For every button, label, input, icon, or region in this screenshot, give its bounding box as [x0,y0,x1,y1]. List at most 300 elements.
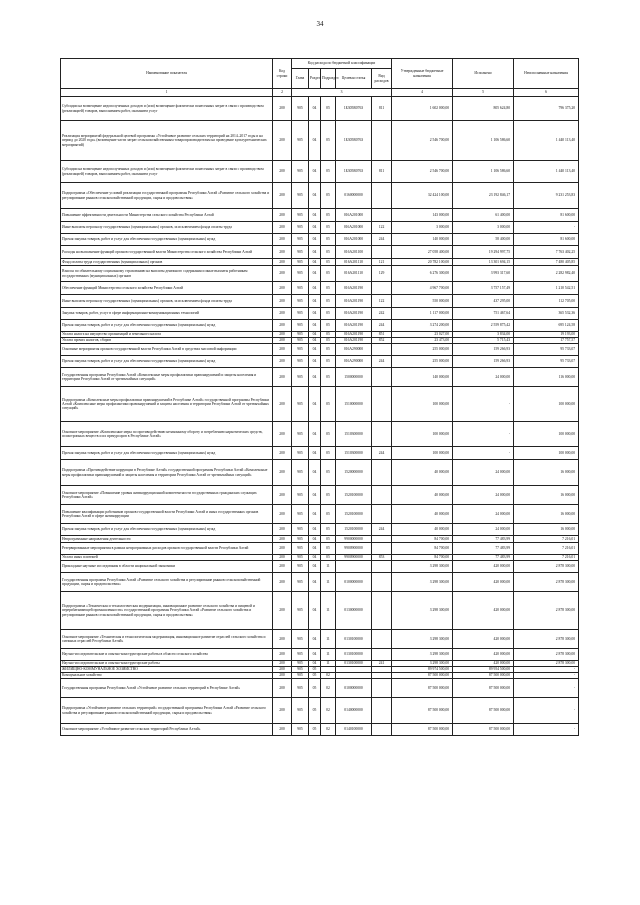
expense-type-cell: 852 [372,338,392,344]
section-cell: 04 [309,344,321,356]
chapter-cell: 905 [292,543,309,555]
subsection-cell: 02 [321,698,336,724]
header-target-item: Целевая статья [336,69,372,89]
subsection-cell: 05 [321,543,336,555]
target-item-cell: 1Б305R0763 [336,97,372,121]
unexecuted-cell: 81 600,00 [514,209,579,222]
approved-cell: 23 473,00 [392,338,453,344]
section-cell: 04 [309,486,321,505]
section-cell: 04 [309,573,321,592]
row-name-cell: Прочая закупка товаров, работ и услуг для обеспечения государственных (муниципальных) нужд [61,356,273,368]
row-name-cell: Прикладные научные исследования в области национальной экономики [61,561,273,573]
subsection-cell: 05 [321,344,336,356]
expense-type-cell: 129 [372,266,392,282]
line-code-cell: 200 [273,121,292,161]
chapter-cell: 905 [292,661,309,667]
table-row [61,259,579,266]
row-name-cell: Обеспечение функций Министерства сельского хозяйства Республики Алтай [61,282,273,295]
unexecuted-cell: - [514,724,579,736]
row-name-cell: Взносы по обязательному социальному страхованию на выплаты денежного содержания и иные выплаты работникам государственных (муниципальных) органов [61,266,273,282]
expense-type-cell [372,486,392,505]
row-name-cell: Подпрограмма «Обеспечение условий реализации государственной программы Республики Алтай «Развитие сельского хозяйства и регулирование рынков сельскохозяйственной продукции, сырья и продовольствия» [61,183,273,209]
expense-type-cell: 244 [372,447,392,460]
expense-type-cell: 851 [372,332,392,338]
table-row [61,679,579,698]
executed-cell: 77 483,99 [453,543,514,555]
target-item-cell: 016А290000 [336,356,372,368]
expense-type-cell [372,561,392,573]
chapter-cell: 905 [292,209,309,222]
subsection-cell: 02 [321,673,336,679]
unexecuted-cell: 7 216,01 [514,536,579,543]
chapter-cell: 905 [292,592,309,630]
expense-type-cell [372,344,392,356]
approved-cell: 87 500 000,00 [392,679,453,698]
line-code-cell: 200 [273,649,292,661]
row-name-cell: Основное мероприятие «Комплексные меры по противодействию незаконному обороту и потреблению наркотических средств, психотропных веществ и их прекурсоров в Республике Алтай» [61,422,273,447]
chapter-cell: 905 [292,536,309,543]
executed-cell: 159 266,93 [453,356,514,368]
approved-cell: 3 000,00 [392,222,453,234]
subsection-cell: 05 [321,356,336,368]
target-item-cell: 9900900000 [336,543,372,555]
approved-cell: 23 027,00 [392,332,453,338]
header-executed: Исполнено [453,59,514,89]
line-code-cell: 200 [273,161,292,183]
chapter-cell: 905 [292,649,309,661]
line-code-cell: 200 [273,422,292,447]
section-cell: 04 [309,387,321,422]
section-cell: 04 [309,447,321,460]
section-cell: 04 [309,505,321,524]
header-approved: Утвержденные бюджетные назначения [392,59,453,89]
approved-cell: 1 117 000,00 [392,308,453,320]
row-name-cell: Повышение квалификации работников органов государственной власти Республики Алтай и иных государственных органов Республики Алтай в сфере антикоррупции [61,505,273,524]
target-item-cell: 1520100000 [336,505,372,524]
unexecuted-cell: 16 000,00 [514,486,579,505]
section-cell: 04 [309,543,321,555]
chapter-cell: 905 [292,338,309,344]
unexecuted-cell: 16 000,00 [514,524,579,536]
unexecuted-cell: - [514,679,579,698]
row-name-cell: Государственная программа Республики Алтай «Развитие сельского хозяйства и регулирование рынков сельскохозяйственной продукции, сырья и продовольствия» [61,573,273,592]
unexecuted-cell: 17 757,57 [514,338,579,344]
section-cell: 04 [309,259,321,266]
chapter-cell: 905 [292,447,309,460]
chapter-cell: 905 [292,344,309,356]
subsection-cell: 05 [321,368,336,387]
row-name-cell: Уплата иных платежей [61,555,273,561]
table-row [61,368,579,387]
approved-cell: 32 424 100,00 [392,183,453,209]
executed-cell: 3 993 317,60 [453,266,514,282]
row-name-cell: Коммунальное хозяйство [61,673,273,679]
table-row [61,295,579,308]
subsection-cell: 05 [321,308,336,320]
section-cell: 04 [309,183,321,209]
subsection-cell: 05 [321,282,336,295]
unexecuted-cell: 95 733,07 [514,344,579,356]
row-name-cell: Повышение эффективности деятельности Министерства сельского хозяйства Республики Алтай [61,209,273,222]
table-row [61,344,579,356]
chapter-cell: 905 [292,320,309,332]
table-row [61,266,579,282]
executed-cell: 751 467,64 [453,308,514,320]
chapter-cell: 905 [292,422,309,447]
row-name-cell: Расходы на выполнение функций органов государственной власти Министерства сельского хозяйства Республики Алтай [61,246,273,259]
unexecuted-cell: 100 000,00 [514,447,579,460]
section-cell: 04 [309,161,321,183]
line-code-cell: 200 [273,555,292,561]
table-row [61,356,579,368]
approved-cell: 27 058 400,00 [392,246,453,259]
chapter-cell: 905 [292,673,309,679]
subsection-cell: 05 [321,121,336,161]
target-item-cell: 016А201190 [336,295,372,308]
approved-cell: 40 000,00 [392,460,453,486]
approved-cell: 3 298 300,00 [392,561,453,573]
chapter-cell: 905 [292,387,309,422]
table-row [61,543,579,555]
section-cell: 04 [309,121,321,161]
expense-type-cell [372,724,392,736]
line-code-cell: 200 [273,368,292,387]
row-name-cell: Непрограммные направления деятельности [61,536,273,543]
subsection-cell: 11 [321,561,336,573]
line-code-cell: 200 [273,543,292,555]
table-row [61,698,579,724]
line-code-cell: 200 [273,234,292,246]
expense-type-cell: 121 [372,259,392,266]
header-name: Наименование показателя [61,59,273,89]
expense-type-cell [372,505,392,524]
chapter-cell: 905 [292,368,309,387]
target-item-cell: 0130100000 [336,649,372,661]
expense-type-cell [372,422,392,447]
subsection-cell: 05 [321,266,336,282]
subsection-cell: 05 [321,320,336,332]
approved-cell: 84 700,00 [392,543,453,555]
executed-cell: 3 000,00 [453,222,514,234]
unexecuted-cell: 695 124,58 [514,320,579,332]
unexecuted-cell: 112 705,00 [514,295,579,308]
approved-cell: 100 000,00 [392,422,453,447]
target-item-cell: 0130000000 [336,592,372,630]
column-number: 5 [453,89,514,97]
table-row [61,308,579,320]
line-code-cell: 200 [273,536,292,543]
chapter-cell: 905 [292,561,309,573]
target-item-cell: 016А290000 [336,344,372,356]
approved-cell: 84 700,00 [392,536,453,543]
expense-type-cell: 244 [372,234,392,246]
line-code-cell: 200 [273,344,292,356]
executed-cell: 3 757 157,49 [453,282,514,295]
row-name-cell: Подпрограмма «Комплексные меры профилактики правонарушений в Республике Алтай» государственной программы Республики Алтай «Комплексные меры профилактики правонарушений и защиты населения и территории Республики Алтай от чрезвычайных ситуаций» [61,387,273,422]
chapter-cell: 905 [292,266,309,282]
row-name-cell: Подпрограмма «Техническая и технологическая модернизация, инновационное развитие сельского хозяйства и пищевой и перерабатывающей промышленности» государственной программы Республики Алтай «Развитие сельского хозяйства и регулирование рынков сельскохозяйственной продукции, сырья и продовольствия» [61,592,273,630]
chapter-cell: 905 [292,573,309,592]
chapter-cell: 905 [292,259,309,266]
section-cell: 04 [309,234,321,246]
section-cell: 04 [309,209,321,222]
table-row [61,649,579,661]
target-item-cell: 0160000000 [336,183,372,209]
section-cell: 04 [309,320,321,332]
line-code-cell: 200 [273,295,292,308]
expense-type-cell [372,368,392,387]
subsection-cell: 05 [321,524,336,536]
subsection-cell: 05 [321,387,336,422]
target-item-cell: 016А201190 [336,332,372,338]
executed-cell: 77 483,99 [453,555,514,561]
executed-cell: 13 301 694,15 [453,259,514,266]
unexecuted-cell: - [514,667,579,673]
unexecuted-cell: 7 216,01 [514,543,579,555]
header-section: Раздел [309,69,321,89]
approved-cell: 87 500 000,00 [392,673,453,679]
line-code-cell: 200 [273,97,292,121]
section-cell: 05 [309,724,321,736]
approved-cell: 3 298 300,00 [392,649,453,661]
executed-cell: 24 000,00 [453,460,514,486]
unexecuted-cell: 2 878 300,00 [514,561,579,573]
table-row [61,447,579,460]
executed-cell: - [453,447,514,460]
executed-cell: 420 000,00 [453,649,514,661]
subsection-cell: 05 [321,183,336,209]
page-number: 34 [316,20,324,28]
unexecuted-cell: 1 210 542,51 [514,282,579,295]
subsection-cell: 05 [321,536,336,543]
row-name-cell: Подпрограмма «Устойчивое развитие сельских территорий» государственной программы Республики Алтай «Развитие сельского хозяйства и регулирование рынков сельскохозяйственной продукции, сырья и продовольствия» [61,698,273,724]
unexecuted-cell: 365 532,36 [514,308,579,320]
subsection-cell: 11 [321,573,336,592]
target-item-cell: 016А201110 [336,259,372,266]
executed-cell: 2 559 875,42 [453,320,514,332]
chapter-cell: 905 [292,505,309,524]
row-name-cell: Фонд оплаты труда государственных (муниципальных) органов [61,259,273,266]
unexecuted-cell: 796 375,20 [514,97,579,121]
section-cell: 04 [309,308,321,320]
section-cell: 04 [309,536,321,543]
line-code-cell: 200 [273,209,292,222]
approved-cell: 20 782 100,00 [392,259,453,266]
unexecuted-cell: 81 600,00 [514,234,579,246]
table-row [61,630,579,649]
section-cell: 04 [309,630,321,649]
chapter-cell: 905 [292,282,309,295]
subsection-cell: 05 [321,259,336,266]
approved-cell: 255 000,00 [392,344,453,356]
approved-cell: 140 000,00 [392,234,453,246]
table-row [61,387,579,422]
target-item-cell [336,561,372,573]
line-code-cell: 200 [273,259,292,266]
line-code-cell: 200 [273,308,292,320]
line-code-cell: 200 [273,320,292,332]
target-item-cell: 1500000000 [336,368,372,387]
expense-type-cell [372,630,392,649]
table-row [61,97,579,121]
subsection-cell: 05 [321,332,336,338]
row-name-cell: Прочая закупка товаров, работ и услуг для обеспечения государственных (муниципальных) нужд [61,447,273,460]
expense-type-cell [372,209,392,222]
expense-type-cell [372,649,392,661]
line-code-cell: 200 [273,573,292,592]
expense-type-cell [372,387,392,422]
chapter-cell: 905 [292,246,309,259]
executed-cell: 24 000,00 [453,505,514,524]
line-code-cell: 200 [273,183,292,209]
executed-cell: 24 000,00 [453,524,514,536]
section-cell: 05 [309,698,321,724]
line-code-cell: 200 [273,282,292,295]
unexecuted-cell: 16 000,00 [514,460,579,486]
row-name-cell: Уплата прочих налогов, сборов [61,338,273,344]
chapter-cell: 905 [292,332,309,338]
executed-cell: 61 400,00 [453,209,514,222]
chapter-cell: 905 [292,295,309,308]
expense-type-cell: 242 [372,308,392,320]
subsection-cell: 05 [321,97,336,121]
chapter-cell: 905 [292,183,309,209]
expense-type-cell [372,246,392,259]
expense-type-cell [372,592,392,630]
section-cell: 04 [309,555,321,561]
column-number: 4 [392,89,453,97]
expense-type-cell: 244 [372,320,392,332]
subsection-cell: 05 [321,486,336,505]
unexecuted-cell: - [514,698,579,724]
line-code-cell: 200 [273,524,292,536]
target-item-cell: 1510300000 [336,447,372,460]
approved-cell: 40 000,00 [392,505,453,524]
unexecuted-cell: 1 440 113,40 [514,161,579,183]
row-name-cell: Государственная программа Республики Алтай «Комплексные меры профилактики правонарушений и защиты населения и территории Республики Алтай от чрезвычайных ситуаций» [61,368,273,387]
section-cell: 05 [309,673,321,679]
table-row [61,573,579,592]
line-code-cell: 200 [273,266,292,282]
executed-cell: 58 400,00 [453,234,514,246]
expense-type-cell: 241 [372,661,392,667]
table-row [61,422,579,447]
subsection-cell: 05 [321,338,336,344]
chapter-cell: 905 [292,630,309,649]
expense-type-cell [372,121,392,161]
chapter-cell: 905 [292,460,309,486]
row-name-cell: Основное мероприятие «Повышение уровня антикоррупционной компетентности государственных гражданских служащих Республики Алтай» [61,486,273,505]
executed-cell: 437 295,00 [453,295,514,308]
executed-cell: 89 954 500,00 [453,667,514,673]
approved-cell: 6 276 300,00 [392,266,453,282]
executed-cell: 420 000,00 [453,661,514,667]
row-name-cell: Уплата налога на имущество организаций и земельного налога [61,332,273,338]
line-code-cell: 200 [273,673,292,679]
expense-type-cell: 811 [372,97,392,121]
table-row [61,222,579,234]
unexecuted-cell: 100 000,00 [514,422,579,447]
approved-cell: 87 500 000,00 [392,724,453,736]
subsection-cell: 05 [321,161,336,183]
expense-type-cell [372,698,392,724]
row-name-cell: Резервированные мероприятия в рамках непрограммных расходов органов государственной власти Республики Алтай [61,543,273,555]
subsection-cell: 05 [321,209,336,222]
section-cell: 04 [309,338,321,344]
subsection-cell: 02 [321,724,336,736]
executed-cell: - [453,422,514,447]
target-item-cell: 016А201190 [336,338,372,344]
approved-cell: 3 298 300,00 [392,661,453,667]
target-item-cell: 0100000000 [336,573,372,592]
section-cell: 04 [309,661,321,667]
unexecuted-cell: 19 193,00 [514,332,579,338]
section-cell: 04 [309,368,321,387]
target-item-cell: 016А201000 [336,209,372,222]
approved-cell: 40 000,00 [392,524,453,536]
row-name-cell: Субсидии на возмещение недополученных доходов и (или) возмещение фактически понесенных затрат в связи с производством (реализацией) товаров, выполнением работ, оказанием услуг [61,97,273,121]
executed-cell: 24 000,00 [453,368,514,387]
unexecuted-cell: 2 878 300,00 [514,661,579,667]
target-item-cell: 1510000000 [336,387,372,422]
chapter-cell: 905 [292,308,309,320]
unexecuted-cell: - [514,222,579,234]
expense-type-cell: 122 [372,222,392,234]
executed-cell: 159 266,93 [453,344,514,356]
approved-cell: 143 000,00 [392,209,453,222]
section-cell: 04 [309,282,321,295]
unexecuted-cell: 2 878 300,00 [514,592,579,630]
header-chapter: Глава [292,69,309,89]
line-code-cell: 200 [273,222,292,234]
unexecuted-cell: 2 878 300,00 [514,573,579,592]
target-item-cell: 016А201000 [336,222,372,234]
target-item-cell: 1520100000 [336,524,372,536]
chapter-cell: 905 [292,234,309,246]
executed-cell: 19 294 997,75 [453,246,514,259]
target-item-cell: 0140100000 [336,724,372,736]
column-number: 1 [61,89,273,97]
subsection-cell: 05 [321,460,336,486]
executed-cell: 87 500 000,00 [453,673,514,679]
row-name-cell: Закупка товаров, работ, услуг в сфере информационно-коммуникационных технологий [61,308,273,320]
section-cell: 04 [309,246,321,259]
executed-cell: 87 500 000,00 [453,724,514,736]
line-code-cell: 200 [273,338,292,344]
column-number: 3 [292,89,392,97]
unexecuted-cell: 7 216,01 [514,555,579,561]
row-name-cell: Основное мероприятие «Устойчивое развитие сельских территорий Республики Алтай» [61,724,273,736]
subsection-cell: 11 [321,630,336,649]
table-row [61,161,579,183]
chapter-cell: 905 [292,121,309,161]
chapter-cell: 905 [292,679,309,698]
chapter-cell: 905 [292,97,309,121]
chapter-cell: 905 [292,667,309,673]
row-name-cell: Основное мероприятие «Техническая и технологическая модернизация, инновационное развитие отраслей сельского хозяйства и смежных отраслей Республики Алтай» [61,630,273,649]
target-item-cell: 016А201100 [336,246,372,259]
approved-cell: 84 700,00 [392,555,453,561]
target-item-cell: 016А201000 [336,234,372,246]
subsection-cell: 05 [321,246,336,259]
subsection-cell: 05 [321,555,336,561]
executed-cell: 87 500 000,00 [453,679,514,698]
subsection-cell: 11 [321,661,336,667]
target-item-cell: 9900000000 [336,536,372,543]
section-cell: 04 [309,422,321,447]
row-name-cell: Основные мероприятия органов государственной власти Республики Алтай в средствах массовой информации [61,344,273,356]
subsection-cell: 05 [321,222,336,234]
